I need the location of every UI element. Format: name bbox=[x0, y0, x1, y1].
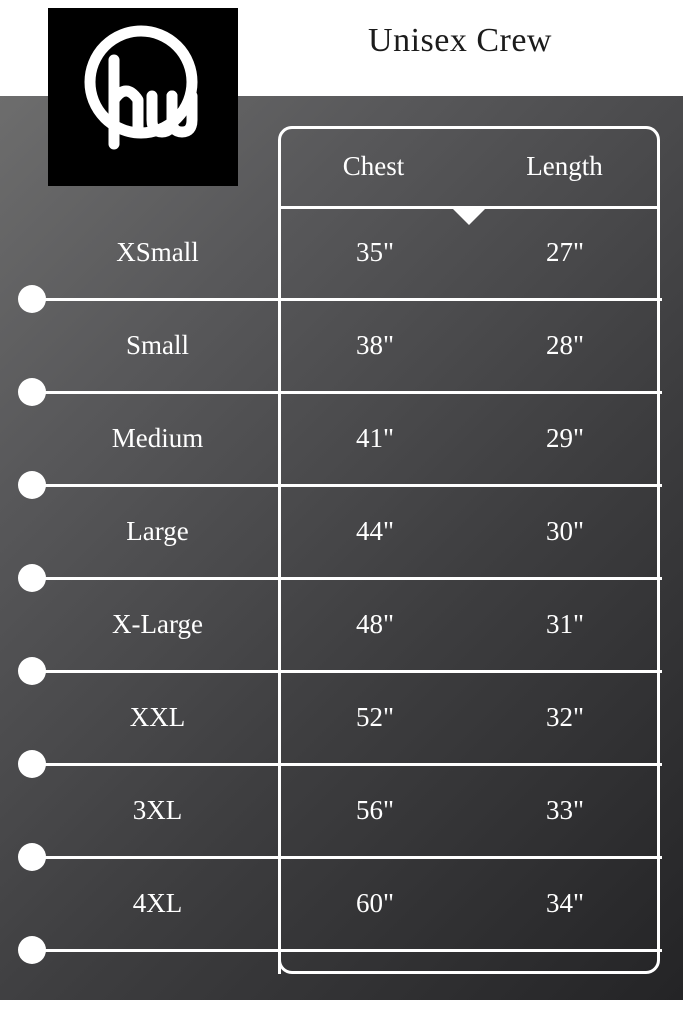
length-value: 29" bbox=[545, 423, 585, 453]
row-marker-dot bbox=[18, 936, 46, 964]
column-header-length: Length bbox=[526, 150, 603, 181]
size-label: 4XL bbox=[132, 888, 183, 918]
size-chart-body bbox=[0, 96, 683, 1024]
table-row bbox=[0, 764, 683, 857]
size-label: Large bbox=[126, 516, 189, 546]
table-row bbox=[0, 857, 683, 950]
table-row bbox=[0, 485, 683, 578]
hw-monogram-logo bbox=[48, 8, 238, 186]
chest-value: 56" bbox=[355, 795, 395, 825]
length-value: 27" bbox=[545, 237, 585, 267]
chest-value: 38" bbox=[355, 330, 395, 360]
size-label: 3XL bbox=[132, 795, 183, 825]
page-title: Unisex Crew bbox=[368, 22, 552, 59]
chest-value: 35" bbox=[355, 237, 395, 267]
table-row bbox=[0, 206, 683, 299]
table-column-headers bbox=[278, 126, 660, 206]
chest-value: 48" bbox=[355, 609, 395, 639]
length-value: 33" bbox=[545, 795, 585, 825]
chest-value: 44" bbox=[355, 516, 395, 546]
chest-value: 60" bbox=[355, 888, 395, 918]
footer-strip bbox=[0, 1000, 683, 1024]
table-row bbox=[0, 299, 683, 392]
column-header-chest: Chest bbox=[342, 150, 405, 181]
size-label: XSmall bbox=[116, 237, 199, 267]
table-row bbox=[0, 578, 683, 671]
size-label: Small bbox=[125, 330, 189, 360]
chest-value: 41" bbox=[355, 423, 395, 453]
size-label: X-Large bbox=[112, 609, 203, 639]
table-row bbox=[0, 671, 683, 764]
length-value: 30" bbox=[545, 516, 585, 546]
length-value: 34" bbox=[545, 888, 585, 918]
size-label: Medium bbox=[111, 423, 204, 453]
length-value: 31" bbox=[545, 609, 585, 639]
table-row bbox=[0, 392, 683, 485]
chest-value: 52" bbox=[355, 702, 395, 732]
length-value: 32" bbox=[545, 702, 585, 732]
row-connector-line bbox=[22, 949, 662, 952]
size-label: XXL bbox=[129, 702, 186, 732]
length-value: 28" bbox=[545, 330, 585, 360]
